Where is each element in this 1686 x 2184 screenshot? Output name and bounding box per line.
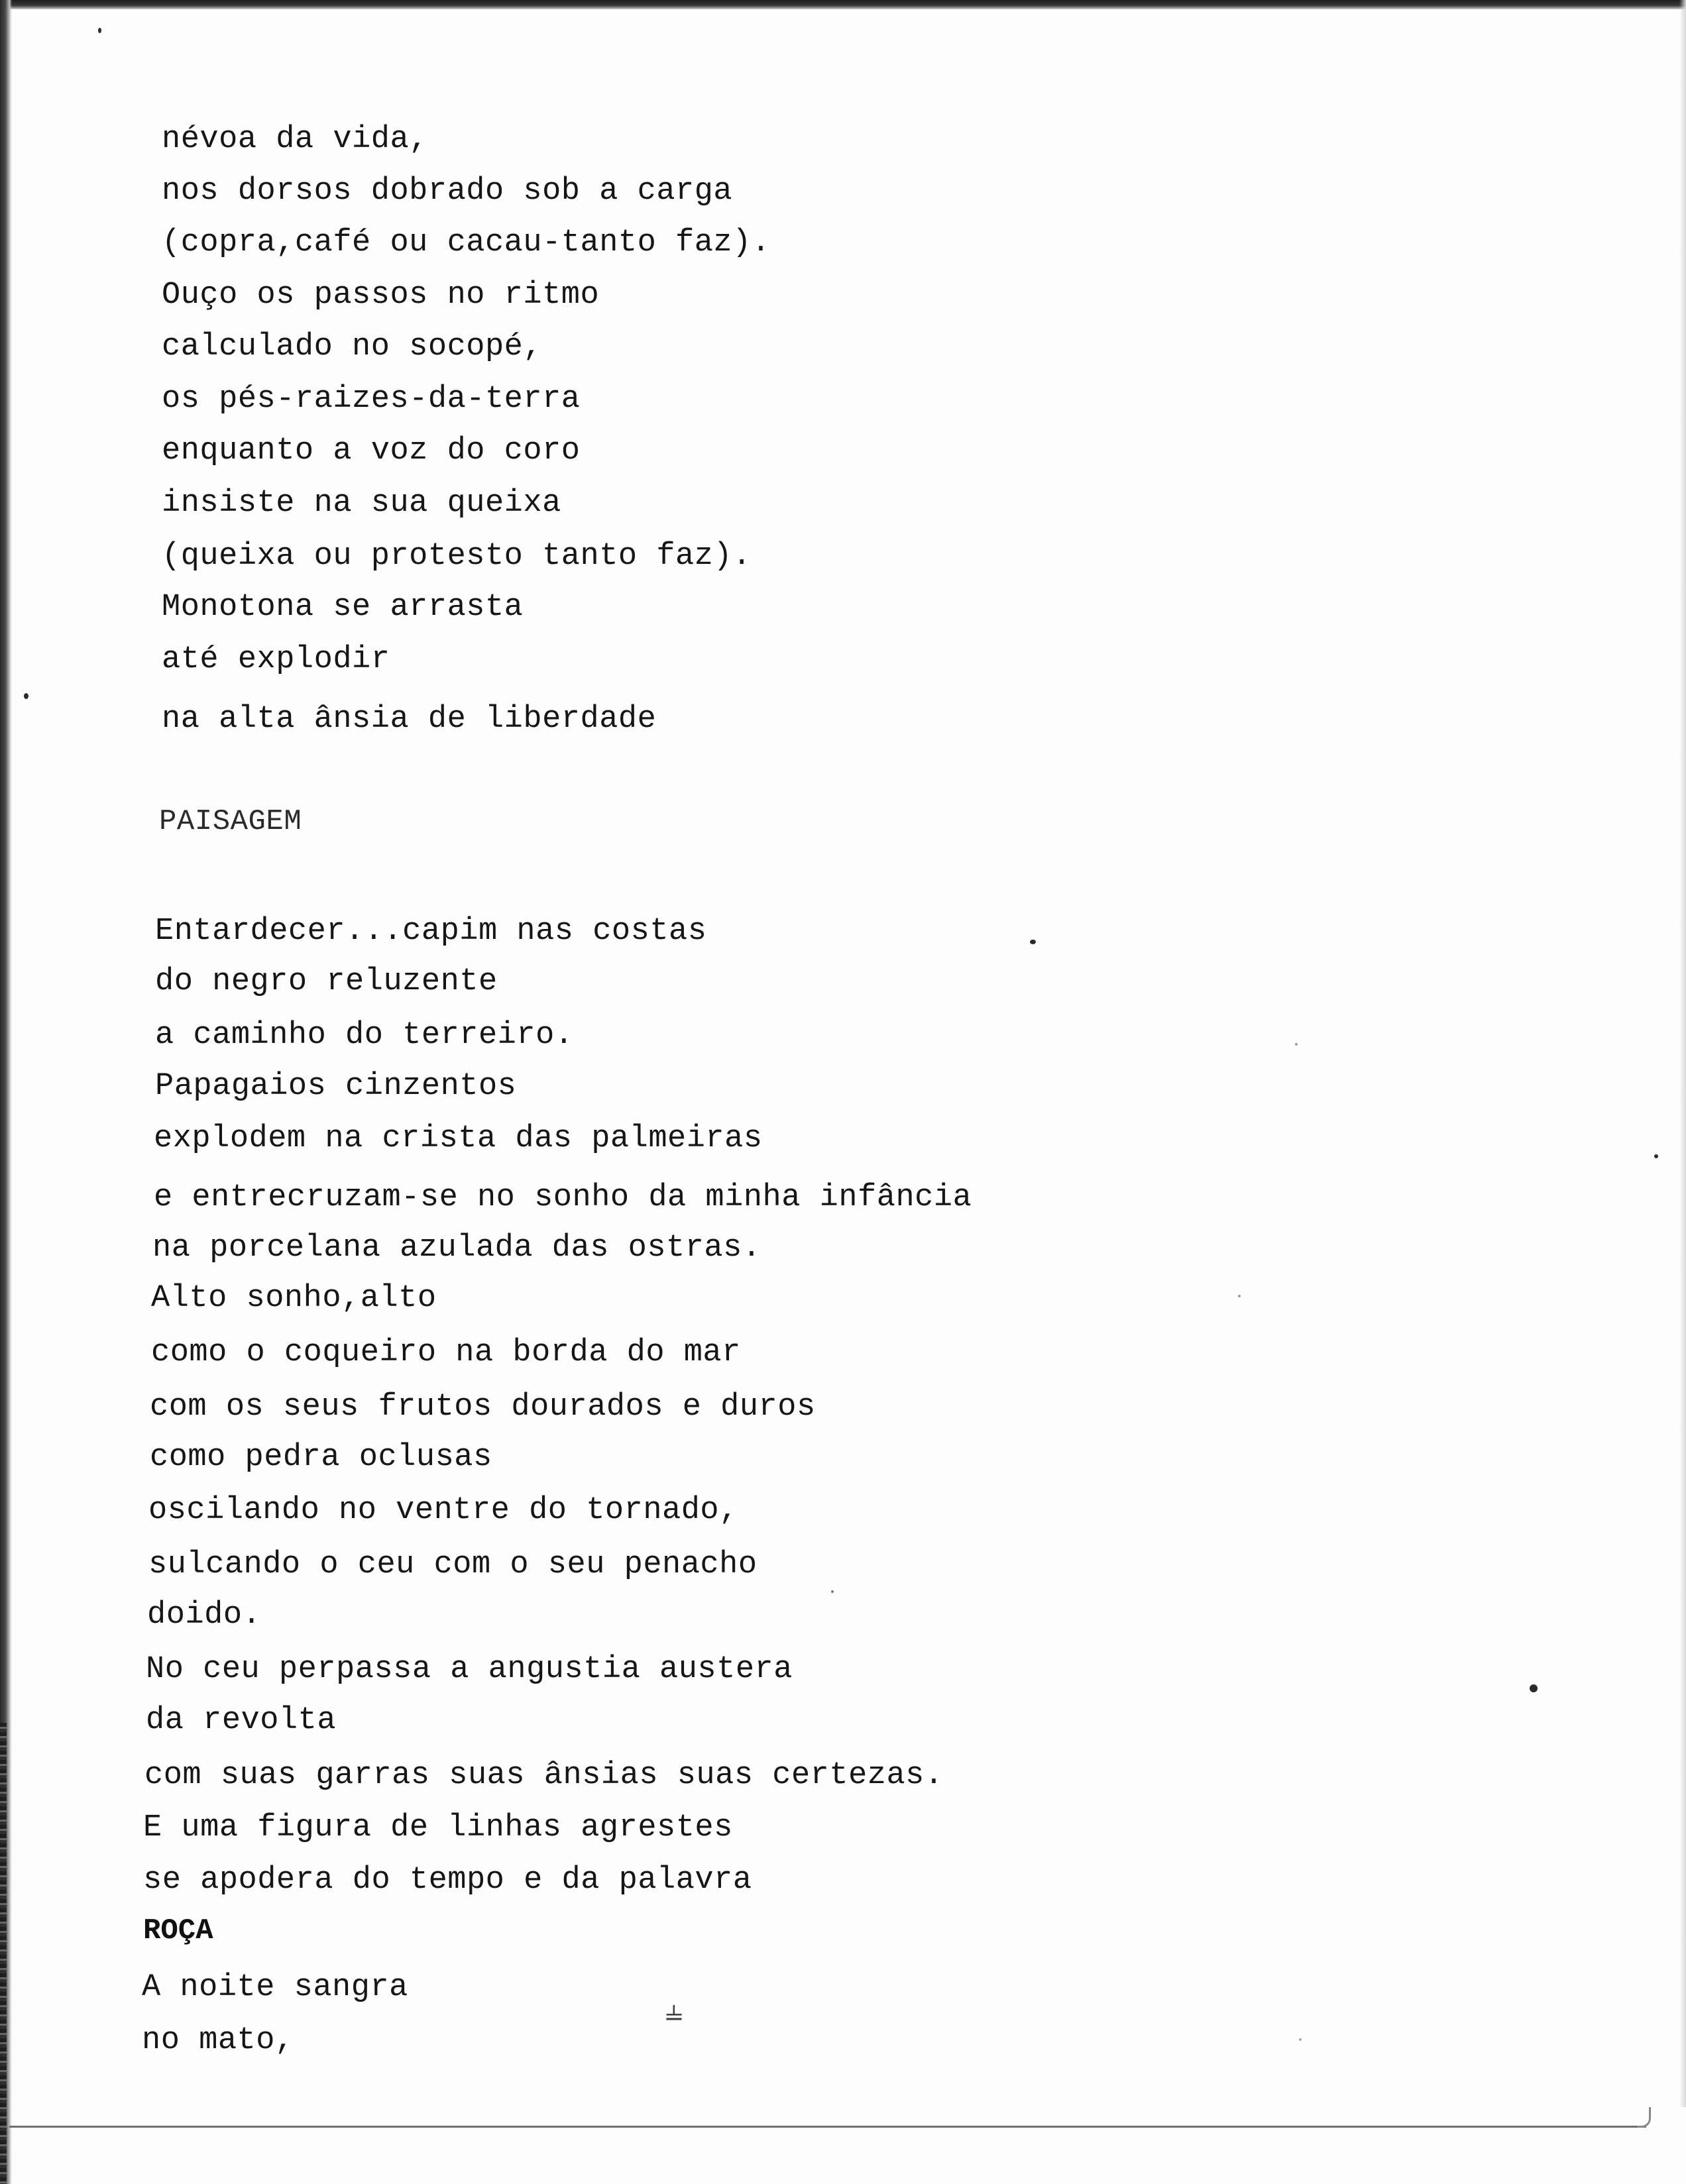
page-left-edge-noise — [0, 1723, 7, 2184]
poem-line: na porcelana azulada das ostras. — [152, 1230, 761, 1266]
poem-line: (queixa ou protesto tanto faz). — [162, 539, 752, 574]
ink-speck — [1299, 2038, 1302, 2041]
poem-line: A noite sangra — [142, 1970, 408, 2005]
poem-line: a caminho do terreiro. — [155, 1018, 574, 1053]
poem-line: e entrecruzam-se no sonho da minha infância — [154, 1180, 972, 1215]
poem-title-roca: ROÇA — [143, 1914, 213, 1947]
poem-line: enquanto a voz do coro — [162, 433, 581, 468]
ink-speck — [98, 28, 101, 33]
poem-line: (copra,café ou cacau-tanto faz). — [162, 225, 771, 260]
poem-line: os pés-raizes-da-terra — [162, 382, 581, 417]
poem-title-paisagem: PAISAGEM — [159, 805, 302, 838]
poem-line: no mato, — [142, 2023, 294, 2058]
ink-speck — [1295, 1043, 1298, 1046]
page-bottom-rule — [9, 2126, 1646, 2128]
page-bottom-corner — [1637, 2107, 1651, 2128]
page-right-edge — [1679, 0, 1686, 2107]
poem-line: com os seus frutos dourados e duros — [150, 1390, 816, 1425]
poem-line: como pedra oclusas — [150, 1440, 492, 1475]
poem-line: nos dorsos dobrado sob a carga — [162, 174, 733, 209]
poem-line: doido. — [147, 1598, 262, 1633]
poem-line: do negro reluzente — [155, 964, 498, 999]
poem-line: com suas garras suas ânsias suas certezas. — [144, 1758, 944, 1793]
poem-line: E uma figura de linhas agrestes — [143, 1810, 733, 1845]
poem-line: insiste na sua queixa — [162, 486, 561, 521]
poem-line: Alto sonho,alto — [151, 1281, 437, 1316]
poem-line: Papagaios cinzentos — [155, 1069, 517, 1104]
poem-line: Entardecer...capim nas costas — [155, 914, 707, 949]
poem-line: névoa da vida, — [162, 122, 428, 157]
poem-line: oscilando no ventre do tornado, — [148, 1493, 738, 1528]
poem-line: se apodera do tempo e da palavra — [143, 1863, 752, 1898]
poem-line: No ceu perpassa a angustia austera — [146, 1652, 793, 1687]
poem-line: sulcando o ceu com o seu penacho — [148, 1547, 758, 1582]
poem-line: até explodir — [162, 642, 390, 677]
ink-speck — [1530, 1684, 1538, 1692]
poem-line: na alta ânsia de liberdade — [162, 702, 657, 737]
ink-speck — [24, 693, 28, 699]
ink-speck — [1654, 1154, 1658, 1158]
poem-line: Ouço os passos no ritmo — [162, 278, 600, 313]
poem-line: explodem na crista das palmeiras — [154, 1121, 763, 1156]
handwritten-mark-icon: ⫨ — [665, 1992, 683, 2028]
poem-line: calculado no socopé, — [162, 329, 543, 364]
page-top-edge — [0, 0, 1686, 9]
ink-speck — [831, 1590, 834, 1593]
poem-line: como o coqueiro na borda do mar — [151, 1335, 741, 1370]
ink-speck — [1238, 1295, 1241, 1297]
ink-speck — [1030, 940, 1036, 944]
poem-line: da revolta — [146, 1703, 337, 1738]
poem-line: Monotona se arrasta — [162, 590, 524, 625]
